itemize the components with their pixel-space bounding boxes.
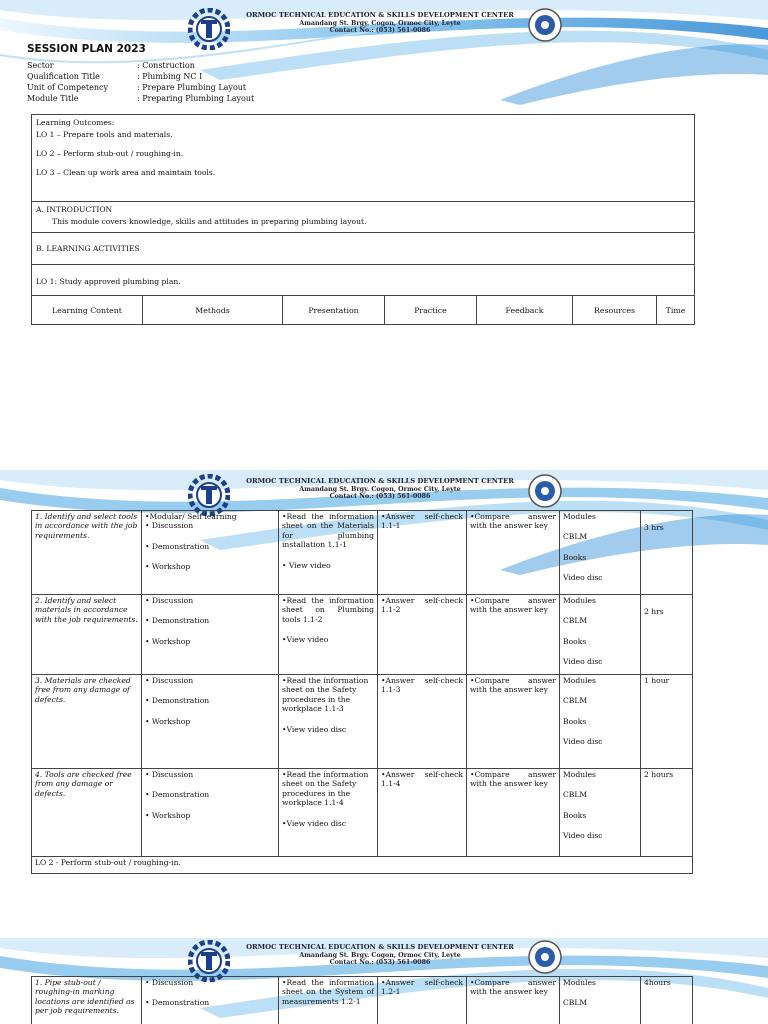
resource-item: Books bbox=[563, 552, 587, 562]
methods-cell bbox=[142, 675, 279, 769]
method-item: • Discussion bbox=[145, 770, 194, 779]
table-row bbox=[32, 511, 693, 595]
table-row bbox=[32, 977, 693, 1024]
resource-item: Video disc bbox=[563, 573, 603, 583]
feedback-cell: •Compare answer with the answer key bbox=[467, 511, 560, 595]
presentation-cell bbox=[279, 595, 378, 675]
feedback-cell: •Compare answer with the answer key bbox=[467, 595, 560, 675]
presentation-text: •Read the information sheet on the Materials for plumbing installation 1.1-1 bbox=[282, 512, 374, 550]
learning-activities-table bbox=[31, 976, 693, 1024]
method-item: • Discussion bbox=[145, 596, 194, 605]
resource-item: Video disc bbox=[563, 831, 603, 841]
resource-item: Video disc bbox=[563, 657, 603, 667]
resource-item: Video disc bbox=[563, 737, 603, 747]
info-value: : Prepare Plumbing Layout bbox=[137, 83, 247, 92]
presentation-extra: •View video bbox=[282, 635, 329, 645]
resources-cell bbox=[560, 595, 641, 675]
col-header: Presentation bbox=[283, 296, 385, 324]
practice-cell: •Answer self-check 1.1-4 bbox=[378, 769, 467, 857]
resource-item: Modules bbox=[563, 676, 596, 685]
methods-cell bbox=[142, 769, 279, 857]
org-contact: Contact No.: (053) 561-0086 bbox=[329, 959, 431, 967]
learning-content-cell: 3. Materials are checked free from any damage of defects. bbox=[32, 675, 142, 769]
col-header: Practice bbox=[385, 296, 477, 324]
table-row bbox=[32, 675, 693, 769]
resource-item: CBLM bbox=[563, 696, 588, 706]
learning-content-cell: 1. Identify and select tools in accordance with the job requirements. bbox=[32, 511, 142, 595]
methods-cell bbox=[142, 595, 279, 675]
lo-heading: Learning Outcomes: bbox=[36, 118, 115, 127]
org-address: Amandang St. Brgy. Cogon, Ormoc City, Leyte bbox=[299, 485, 461, 493]
presentation-extra: • View video bbox=[282, 560, 331, 570]
resource-item: Books bbox=[563, 716, 587, 726]
learning-content-cell: 4. Tools are checked free from any damage or defects. bbox=[32, 769, 142, 857]
org-name: ORMOC TECHNICAL EDUCATION & SKILLS DEVELOPMENT CENTER bbox=[246, 943, 514, 951]
session-plan-title: SESSION PLAN 2023 bbox=[27, 43, 146, 55]
module-info bbox=[27, 60, 254, 104]
time-cell: 2 hours bbox=[641, 769, 693, 857]
lo-item: LO 1 – Prepare tools and materials. bbox=[36, 130, 173, 139]
col-header: Time bbox=[665, 305, 686, 315]
resource-item: Modules bbox=[563, 978, 596, 987]
practice-cell: •Answer self-check 1.1-1 bbox=[378, 511, 467, 595]
presentation-text: •Read the information sheet on the Safety procedures in the workplace 1.1-3 bbox=[282, 676, 369, 714]
method-item: • Workshop bbox=[145, 636, 191, 646]
resources-cell bbox=[560, 769, 641, 857]
table-row bbox=[32, 595, 693, 675]
info-label: Qualification Title bbox=[27, 72, 100, 81]
tesda-logo-icon bbox=[188, 8, 230, 50]
resource-item: CBLM bbox=[563, 532, 588, 542]
method-item: • Demonstration bbox=[145, 998, 210, 1008]
time-cell: 2 hrs bbox=[641, 595, 693, 675]
info-label: Sector bbox=[27, 61, 54, 70]
resource-item: CBLM bbox=[563, 998, 588, 1008]
methods-cell bbox=[142, 977, 279, 1024]
resource-item: CBLM bbox=[563, 616, 588, 626]
presentation-extra: •View video disc bbox=[282, 724, 347, 734]
learning-content-cell: 1. Pipe stub-out / roughing-in marking locations are identified as per job requirements. bbox=[32, 977, 142, 1024]
presentation-extra: •View video disc bbox=[282, 818, 347, 828]
info-label: Module Title bbox=[27, 94, 79, 103]
info-label: Unit of Competency bbox=[27, 83, 109, 92]
resource-item: Modules bbox=[563, 512, 596, 521]
learning-content-cell: 2. Identify and select materials in accordance with the job requirements. bbox=[32, 595, 142, 675]
col-header: Learning Content bbox=[32, 296, 143, 324]
method-item: • Workshop bbox=[145, 716, 191, 726]
presentation-cell: •Read the information sheet on the System of measurements 1.2-1 bbox=[279, 977, 378, 1024]
learning-activities-heading: B. LEARNING ACTIVITIES bbox=[32, 233, 694, 265]
presentation-cell bbox=[279, 769, 378, 857]
learning-activities-table bbox=[31, 510, 693, 874]
time-cell: 3 hrs bbox=[641, 511, 693, 595]
resources-cell bbox=[560, 675, 641, 769]
org-contact: Contact No.: (053) 561-0086 bbox=[329, 27, 431, 35]
method-item: • Discussion bbox=[145, 676, 194, 685]
col-header: Methods bbox=[143, 296, 283, 324]
resource-item: CBLM bbox=[563, 790, 588, 800]
method-item: • Discussion bbox=[145, 521, 194, 531]
introduction-heading: A. INTRODUCTION bbox=[36, 205, 113, 214]
presentation-text: •Read the information sheet on Plumbing tools 1.1-2 bbox=[282, 596, 374, 624]
method-item: • Demonstration bbox=[145, 616, 210, 626]
learning-outcomes bbox=[32, 115, 694, 202]
outcomes-box bbox=[31, 114, 695, 325]
activities-column-headers bbox=[32, 296, 694, 324]
method-item: • Workshop bbox=[145, 810, 191, 820]
org-name: ORMOC TECHNICAL EDUCATION & SKILLS DEVELOPMENT CENTER bbox=[246, 477, 514, 485]
seal-logo-icon bbox=[528, 474, 562, 508]
org-name: ORMOC TECHNICAL EDUCATION & SKILLS DEVELOPMENT CENTER bbox=[246, 11, 514, 19]
method-item: • Demonstration bbox=[145, 541, 210, 551]
time-cell: 1 hour bbox=[641, 675, 693, 769]
time-cell: 4hours bbox=[641, 977, 693, 1024]
method-item: • Demonstration bbox=[145, 790, 210, 800]
resource-item: Books bbox=[563, 636, 587, 646]
method-item: •Modular/ Self learning bbox=[145, 512, 237, 521]
resource-item: Modules bbox=[563, 596, 596, 605]
seal-logo-icon bbox=[528, 940, 562, 974]
introduction-section bbox=[32, 202, 694, 233]
page-2 bbox=[0, 470, 768, 900]
seal-logo-icon bbox=[528, 8, 562, 42]
methods-cell bbox=[142, 511, 279, 595]
practice-cell: •Answer self-check 1.2-1 bbox=[378, 977, 467, 1024]
introduction-text: This module covers knowledge, skills and attitudes in preparing plumbing layout. bbox=[52, 217, 367, 226]
org-address: Amandang St. Brgy. Cogon, Ormoc City, Leyte bbox=[299, 951, 461, 959]
info-value: : Construction bbox=[137, 61, 195, 70]
resources-cell bbox=[560, 511, 641, 595]
col-header: Resources bbox=[573, 296, 657, 324]
method-item: • Discussion bbox=[145, 978, 194, 987]
feedback-cell: •Compare answer with the answer key bbox=[467, 977, 560, 1024]
lo1-heading: LO 1: Study approved plumbing plan. bbox=[32, 265, 694, 296]
page-1 bbox=[0, 0, 768, 430]
lo-item: LO 3 – Clean up work area and maintain tools. bbox=[36, 168, 216, 177]
table-row bbox=[32, 769, 693, 857]
practice-cell: •Answer self-check 1.1-2 bbox=[378, 595, 467, 675]
page-3 bbox=[0, 938, 768, 1024]
col-header: Feedback bbox=[477, 296, 573, 324]
practice-cell: •Answer self-check 1.1-3 bbox=[378, 675, 467, 769]
lo-item: LO 2 – Perform stub-out / roughing-in. bbox=[36, 149, 184, 158]
presentation-text: •Read the information sheet on the Safety procedures in the workplace 1.1-4 bbox=[282, 770, 369, 808]
method-item: • Demonstration bbox=[145, 696, 210, 706]
table-row bbox=[32, 857, 693, 874]
info-value: : Plumbing NC I bbox=[137, 72, 203, 81]
feedback-cell: •Compare answer with the answer key bbox=[467, 675, 560, 769]
org-contact: Contact No.: (053) 561-0086 bbox=[329, 493, 431, 501]
resource-item: Books bbox=[563, 810, 587, 820]
presentation-cell bbox=[279, 675, 378, 769]
presentation-cell bbox=[279, 511, 378, 595]
org-address: Amandang St. Brgy. Cogon, Ormoc City, Leyte bbox=[299, 19, 461, 27]
feedback-cell: •Compare answer with the answer key bbox=[467, 769, 560, 857]
resources-cell bbox=[560, 977, 641, 1024]
info-value: : Preparing Plumbing Layout bbox=[137, 94, 255, 103]
lo2-heading: LO 2 - Perform stub-out / roughing-in. bbox=[32, 857, 693, 874]
method-item: • Workshop bbox=[145, 562, 191, 572]
resource-item: Modules bbox=[563, 770, 596, 779]
